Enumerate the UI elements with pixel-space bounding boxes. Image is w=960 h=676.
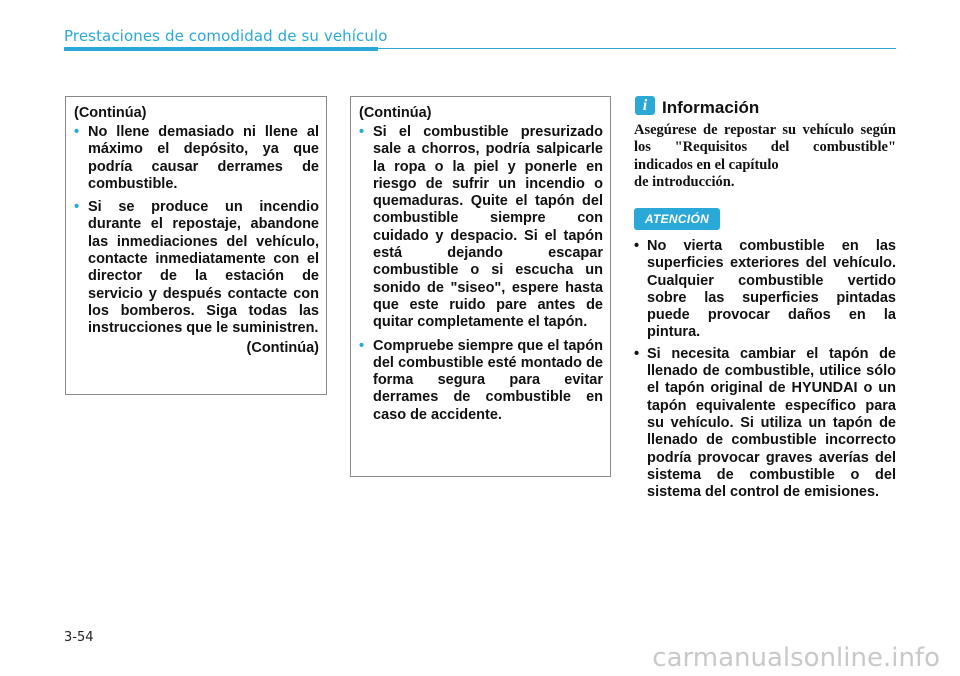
header-accent-bar — [64, 47, 378, 51]
bullet-icon: • — [634, 238, 640, 254]
attention-text: No vierta combustible en las superficies exteriores del vehículo. Cualquier combustible vertido sobre las superficies pintadas puede provocar daños en la pintura. — [647, 238, 896, 341]
warning-box-left — [65, 96, 327, 395]
section-title: Prestaciones de comodidad de su vehículo — [64, 27, 388, 45]
info-paragraph — [634, 122, 896, 191]
attention-text: Si necesita cambiar el tapón de llenado de combustible, utilice sólo el tapón original de HYUNDAI o un tapón equivalente específico para su vehículo. Si utiliza un tapón de llenado de combustible incorrecto podría provocar graves averías del sistema de combustible o del sistema del control de emisiones. — [647, 345, 896, 501]
attention-badge: ATENCIÓN — [634, 208, 720, 230]
continued-label-top: (Continúa) — [359, 105, 432, 121]
bullet-item — [359, 338, 603, 424]
continued-label-bottom: (Continúa) — [246, 339, 319, 356]
header-rule — [378, 48, 896, 49]
bullet-item — [74, 199, 319, 337]
info-title: Información — [662, 98, 760, 117]
bullet-icon: • — [359, 124, 365, 140]
bullet-icon: • — [634, 345, 640, 362]
page-number: 3-54 — [64, 630, 94, 645]
bullet-text: Si el combustible presurizado sale a chorros, podría salpicarle la ropa o la piel y ponerle en riesgo de sufrir un incendio o quemaduras. Quite el tapón del combustible siempre con cuidado y despacio. Si el tapón está dejando escapar combustible o si escucha un sonido de "siseo", espere hasta que este ruido pare antes de quitar completamente el tapón. — [373, 124, 603, 331]
info-icon: i — [635, 96, 655, 115]
bullet-item — [359, 124, 603, 332]
info-text-main: Asegúrese de repostar su vehículo según los "Requisitos del combustible" indicados en el capítulo — [634, 122, 896, 173]
bullet-icon: • — [74, 199, 80, 216]
continued-label-top: (Continúa) — [74, 105, 147, 121]
attention-list — [634, 238, 896, 505]
bullet-text: No llene demasiado ni llene al máximo el depósito, ya que podría causar derrames de combustible. — [88, 124, 319, 192]
bullet-icon: • — [359, 337, 365, 354]
bullet-text: Si se produce un incendio durante el repostaje, abandone las inmediaciones del vehículo, contacte inmediatamente con el director de la estación de servicio y después contacte con los bomberos. Siga todas las instrucciones que le suministren. — [88, 199, 319, 337]
bullet-icon: • — [74, 124, 80, 140]
bullet-item — [74, 124, 319, 193]
attention-item — [634, 346, 896, 502]
attention-item — [634, 238, 896, 342]
watermark: carmanualsonline.info — [652, 643, 940, 673]
info-text-last: de introducción. — [634, 173, 735, 190]
warning-box-middle — [350, 96, 611, 477]
bullet-text: Compruebe siempre que el tapón del combustible esté montado de forma segura para evitar derrames de combustible en caso de accidente. — [373, 337, 603, 423]
